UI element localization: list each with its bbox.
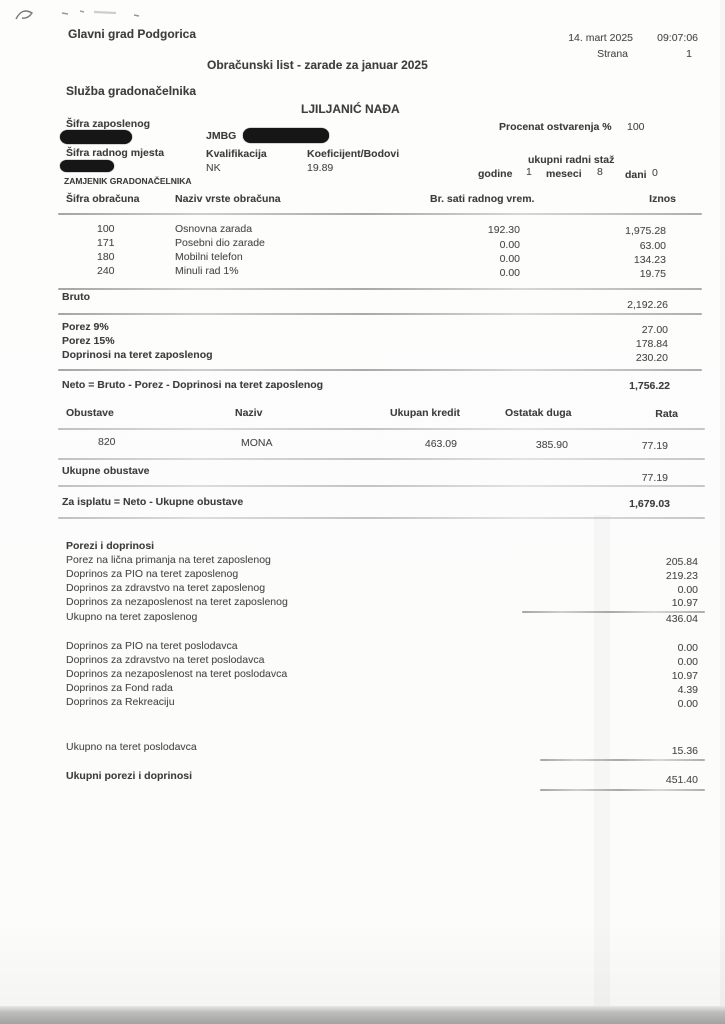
procenat-label: Procenat ostvarenja % (499, 121, 612, 133)
divider (58, 428, 705, 430)
staz-label: ukupni radni staž (528, 154, 615, 166)
deduction-row-remaining: 385.90 (535, 439, 568, 451)
contribution-value: 205.84 (665, 556, 698, 568)
earnings-row-amount: 63.00 (639, 240, 666, 252)
kvalifikacija-label: Kvalifikacija (206, 148, 267, 160)
contribution-label: Doprinos za nezaposlenost na teret zaposlenog (66, 596, 288, 608)
position-title: ZAMJENIK GRADONAČELNIKA (64, 176, 192, 186)
contribution-value: 0.00 (677, 642, 698, 654)
contribution-value: 10.97 (671, 597, 698, 609)
porez15-label: Porez 15% (62, 335, 115, 347)
org-name: Glavni grad Podgorica (68, 27, 197, 41)
divider (58, 369, 702, 371)
contribution-value: 0.00 (677, 698, 698, 710)
ukupno-poslodavac-label: Ukupno na teret poslodavca (66, 741, 197, 753)
earnings-row-amount: 19.75 (639, 268, 666, 280)
kredit-header: Ukupan kredit (390, 407, 461, 419)
naziv-header: Naziv (235, 407, 263, 419)
bruto-value: 2,192.26 (627, 299, 668, 311)
contribution-label: Doprinos za nezaposlenost na teret poslodavca (66, 668, 288, 680)
porez9-value: 27.00 (641, 324, 668, 336)
redaction-mark (243, 128, 329, 143)
godine-value: 1 (526, 166, 532, 178)
print-date: 14. mart 2025 (568, 32, 633, 44)
ukupni-total-value: 451.40 (665, 774, 698, 786)
za-isplatu-value: 1,679.03 (629, 498, 670, 510)
earnings-row-hours: 192.30 (487, 224, 520, 236)
contribution-value: 10.97 (671, 670, 698, 682)
scan-streak (594, 515, 610, 1007)
divider (58, 458, 705, 460)
page-label: Strana (597, 48, 628, 60)
sifra-zaposlenog-label: Šifra zaposlenog (66, 118, 151, 130)
deduction-row-code: 820 (98, 436, 116, 448)
contribution-value: 0.00 (677, 584, 698, 596)
rata-header: Rata (655, 408, 678, 420)
jmbg-label: JMBG (206, 130, 237, 142)
earnings-row-name: Osnovna zarada (175, 223, 253, 235)
scan-shadow-bottom (0, 1006, 725, 1024)
earnings-header-name: Naziv vrste obračuna (175, 193, 281, 205)
dani-value: 0 (652, 167, 658, 179)
earnings-row-code: 171 (97, 237, 115, 249)
contribution-label: Doprinos za zdravstvo na teret poslodavca (66, 654, 265, 666)
divider (58, 288, 702, 290)
godine-label: godine (478, 168, 513, 180)
divider (58, 313, 702, 315)
contribution-value: 436.04 (665, 613, 698, 625)
redaction-mark (60, 130, 132, 144)
earnings-row-hours: 0.00 (499, 253, 520, 265)
total-rule (540, 789, 705, 791)
earnings-row-hours: 0.00 (499, 239, 520, 251)
meseci-value: 8 (597, 166, 603, 178)
koeficijent-label: Koeficijent/Bodovi (307, 148, 400, 160)
contribution-value: 219.23 (665, 570, 698, 582)
earnings-row-amount: 1,975.28 (625, 225, 666, 237)
bruto-label: Bruto (62, 291, 90, 303)
doprinosi-zaposleni-value: 230.20 (635, 352, 668, 364)
redaction-mark (60, 160, 114, 172)
neto-value: 1,756.22 (629, 380, 670, 392)
document-title: Obračunski list - zarade za januar 2025 (207, 58, 428, 72)
total-rule (540, 759, 705, 761)
ukupni-total-label: Ukupni porezi i doprinosi (66, 770, 192, 782)
print-time: 09:07:06 (657, 32, 698, 44)
porez9-label: Porez 9% (62, 321, 109, 333)
earnings-row-code: 100 (97, 223, 115, 235)
earnings-row-code: 240 (97, 265, 115, 277)
dani-label: dani (625, 169, 647, 181)
sifra-radnog-mjesta-label: Šifra radnog mjesta (66, 147, 165, 159)
neto-label: Neto = Bruto - Porez - Doprinosi na teret zaposlenog (62, 379, 324, 391)
earnings-row-code: 180 (97, 251, 115, 263)
deduction-row-credit: 463.09 (424, 438, 457, 450)
earnings-header-amount: Iznos (649, 193, 676, 205)
contribution-label: Doprinos za PIO na teret zaposlenog (66, 568, 239, 580)
employee-name: LJILJANIĆ NAĐA (301, 102, 400, 116)
contribution-label: Doprinos za PIO na teret poslodavca (66, 640, 238, 652)
ostatak-header: Ostatak duga (505, 407, 572, 419)
porez15-value: 178.84 (635, 338, 668, 350)
koeficijent-value: 19.89 (307, 162, 334, 174)
ukupne-obustave-value: 77.19 (641, 472, 668, 484)
divider (58, 485, 705, 487)
earnings-header-hours: Br. sati radnog vrem. (430, 193, 535, 205)
divider (58, 213, 702, 215)
earnings-row-hours: 0.00 (499, 267, 520, 279)
divider (58, 517, 705, 519)
scan-edge-right (720, 0, 725, 1024)
deduction-row-rate: 77.19 (641, 440, 668, 452)
contribution-label: Porez na lična primanja na teret zaposlenog (66, 554, 271, 566)
deduction-row-name: MONA (241, 437, 273, 449)
doprinosi-zaposleni-label: Doprinosi na teret zaposlenog (62, 349, 213, 361)
contribution-label: Doprinos za Rekreaciju (66, 696, 175, 708)
obustave-header: Obustave (66, 407, 114, 419)
contribution-value: 0.00 (677, 656, 698, 668)
kvalifikacija-value: NK (206, 162, 221, 174)
za-isplatu-label: Za isplatu = Neto - Ukupne obustave (62, 496, 244, 508)
meseci-label: meseci (546, 168, 582, 180)
ukupno-poslodavac-value: 15.36 (671, 745, 698, 757)
pen-scribble (10, 2, 160, 28)
ukupne-obustave-label: Ukupne obustave (62, 465, 150, 477)
earnings-row-name: Posebni dio zarade (175, 237, 265, 249)
procenat-value: 100 (627, 121, 645, 133)
earnings-row-name: Mobilni telefon (175, 251, 243, 263)
contribution-value: 4.39 (677, 684, 698, 696)
department: Služba gradonačelnika (66, 84, 197, 98)
earnings-row-amount: 134.23 (633, 254, 666, 266)
earnings-header-code: Šifra obračuna (66, 193, 140, 205)
earnings-row-name: Minuli rad 1% (175, 265, 239, 277)
porezi-doprinosi-title: Porezi i doprinosi (66, 540, 155, 552)
page-number: 1 (686, 48, 692, 60)
contribution-label: Doprinos za Fond rada (66, 682, 173, 694)
contribution-label: Ukupno na teret zaposlenog (66, 611, 198, 623)
contribution-label: Doprinos za zdravstvo na teret zaposlenog (66, 582, 266, 594)
